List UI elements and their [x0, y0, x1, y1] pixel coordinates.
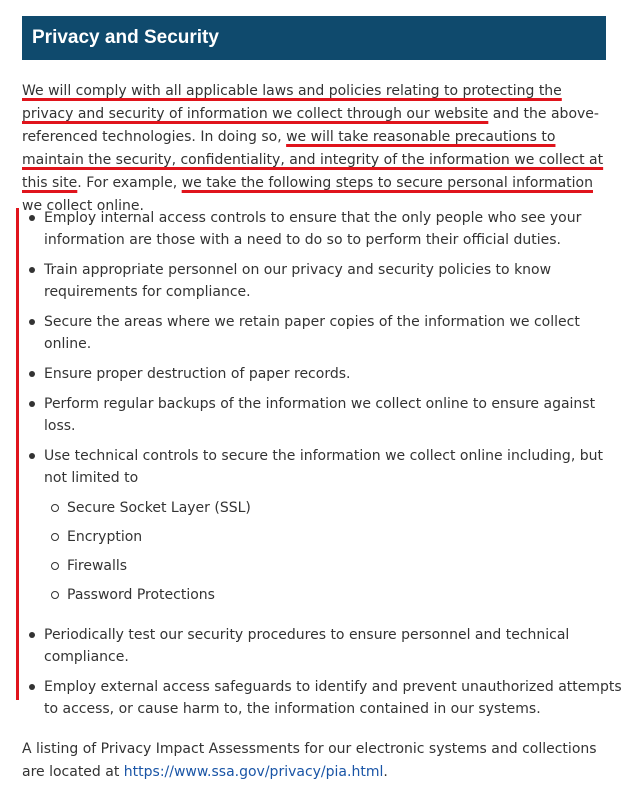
footer-paragraph: [22, 738, 612, 784]
red-margin-bar: [16, 208, 19, 700]
intro-paragraph: [22, 80, 612, 218]
footer-end: .: [383, 764, 388, 780]
footer-text: A listing of Privacy Impact Assessments for our electronic systems and collections are located at: [22, 741, 597, 780]
list-item: Secure the areas where we retain paper copies of the information we collect online.: [44, 311, 624, 355]
sublist-item: Secure Socket Layer (SSL): [67, 497, 624, 519]
intro-text-2: . For example,: [77, 175, 182, 191]
intro-text-1: and the above-referenced technologies. In doing so,: [22, 106, 599, 145]
list-item: Perform regular backups of the information we collect online to ensure against loss.: [44, 393, 624, 437]
section-title: Privacy and Security: [32, 27, 219, 48]
list-item: Ensure proper destruction of paper records.: [44, 363, 624, 385]
list-item: Employ internal access controls to ensure that the only people who see your information are those with a need to do so to perform their official duties.: [44, 207, 624, 251]
list-item-text: Use technical controls to secure the information we collect online including, but not limited to: [44, 448, 603, 486]
underlined-phrase-2: we will take reasonable precautions to maintain the security, confidentiality, and integrity of the information we collect at this site: [22, 129, 604, 191]
security-steps-list: [22, 207, 624, 728]
technical-controls-sublist: [44, 497, 624, 606]
list-item-technical-controls: [44, 445, 624, 606]
sublist-item: Password Protections: [67, 584, 624, 606]
pia-link[interactable]: https://www.ssa.gov/privacy/pia.html: [123, 764, 384, 780]
underlined-phrase-3: we take the following steps to secure personal information: [181, 175, 593, 191]
list-item: Periodically test our security procedures to ensure personnel and technical compliance.: [44, 624, 624, 668]
sublist-item: Encryption: [67, 526, 624, 548]
list-item: Train appropriate personnel on our privacy and security policies to know requirements for compliance.: [44, 259, 624, 303]
section-header: [22, 16, 606, 60]
underlined-phrase-1: We will comply with all applicable laws and policies relating to protecting the privacy and security of information we collect through our website: [22, 83, 562, 122]
list-item: Employ external access safeguards to identify and prevent unauthorized attempts to access, or cause harm to, the information contained in our systems.: [44, 676, 624, 720]
intro-text-3: we collect online.: [22, 198, 144, 214]
sublist-item: Firewalls: [67, 555, 624, 577]
